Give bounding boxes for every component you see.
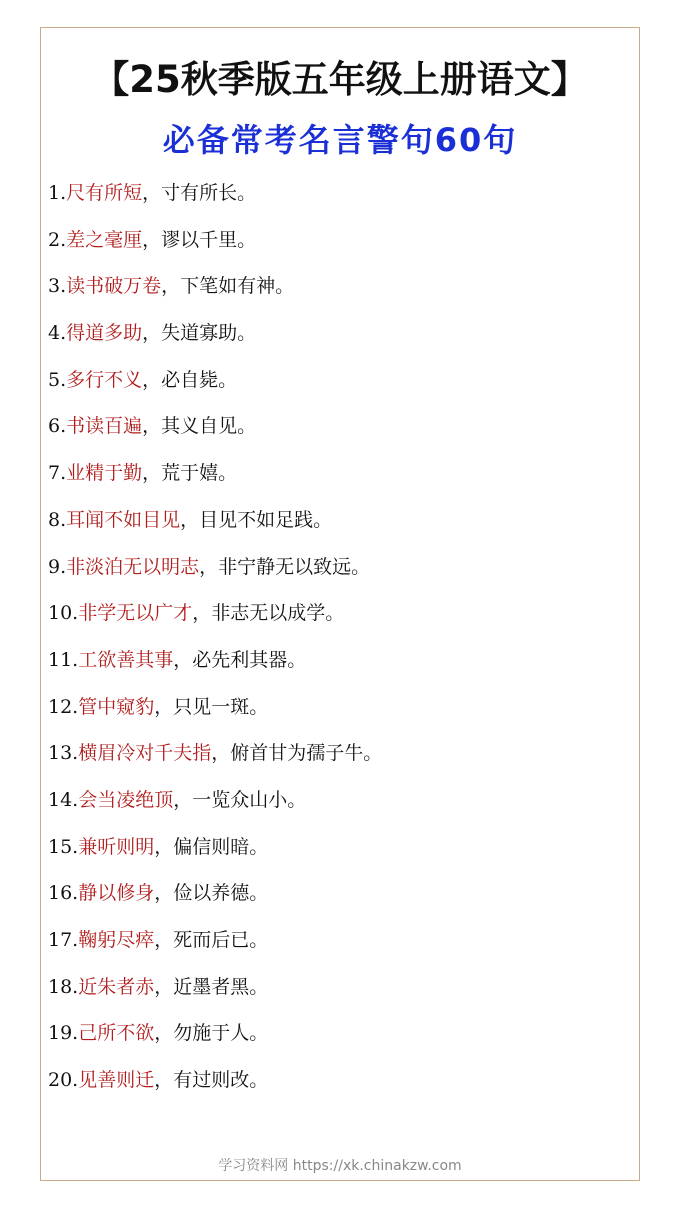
quote-highlight: 近朱者赤 xyxy=(78,975,155,998)
quote-number: 6. xyxy=(48,415,67,438)
quote-number: 16. xyxy=(48,882,79,905)
quote-rest: ，有过则改。 xyxy=(154,1069,269,1092)
quote-number: 5. xyxy=(48,368,67,391)
quote-rest: ，失道寡助。 xyxy=(142,322,257,345)
list-item xyxy=(48,737,628,784)
list-item xyxy=(48,597,628,644)
quote-number: 13. xyxy=(48,742,79,765)
quote-highlight: 管中窥豹 xyxy=(78,695,155,718)
list-item xyxy=(48,551,628,598)
list-item xyxy=(48,644,628,691)
list-item xyxy=(48,1064,628,1111)
list-item xyxy=(48,877,628,924)
quote-highlight: 多行不义 xyxy=(66,368,143,391)
quote-number: 18. xyxy=(48,975,79,998)
quote-rest: ，勿施于人。 xyxy=(154,1022,269,1045)
list-item xyxy=(48,504,628,551)
quote-number: 8. xyxy=(48,508,67,531)
quote-number: 17. xyxy=(48,929,79,951)
quote-rest: ，非宁静无以致远。 xyxy=(199,555,371,578)
quote-rest: ，目见不如足践。 xyxy=(180,508,333,531)
quote-rest: ，俭以养德。 xyxy=(154,882,269,905)
quote-rest: ，一览众山小。 xyxy=(173,788,307,811)
quote-rest: ，荒于嬉。 xyxy=(142,462,238,485)
list-item xyxy=(48,317,628,364)
quote-highlight: 读书破万卷 xyxy=(66,275,162,298)
quote-highlight: 会当凌绝顶 xyxy=(78,788,174,811)
quote-number: 2. xyxy=(48,228,67,251)
quote-rest: ，必自毙。 xyxy=(142,368,238,391)
footer-watermark: 学习资料网 https://xk.chinakzw.com xyxy=(218,1158,462,1174)
page-title: 【25秋季版五年级上册语文】 xyxy=(92,58,588,101)
quote-number: 19. xyxy=(48,1022,79,1045)
quote-rest: ，谬以千里。 xyxy=(142,228,257,251)
quote-highlight: 耳闻不如目见 xyxy=(66,508,181,531)
list-item xyxy=(48,224,628,271)
quote-highlight: 非学无以广才 xyxy=(78,602,193,625)
list-item xyxy=(48,831,628,878)
quote-number: 12. xyxy=(48,695,79,718)
quote-rest: ，偏信则暗。 xyxy=(154,835,269,858)
quote-highlight: 兼听则明 xyxy=(78,835,155,858)
quote-highlight: 己所不欲 xyxy=(78,1022,155,1045)
quote-rest: ，俯首甘为孺子牛。 xyxy=(211,742,383,765)
quote-highlight: 见善则迁 xyxy=(78,1069,155,1092)
quote-rest: ，寸有所长。 xyxy=(142,182,257,204)
list-item xyxy=(48,971,628,1018)
quote-rest: ，死而后已。 xyxy=(154,929,269,951)
quote-number: 15. xyxy=(48,835,79,858)
quote-number: 10. xyxy=(48,602,79,625)
quote-rest: ，必先利其器。 xyxy=(173,648,307,671)
quote-rest: ，只见一斑。 xyxy=(154,695,269,718)
quote-highlight: 静以修身 xyxy=(78,882,155,905)
quote-number: 9. xyxy=(48,555,67,578)
quote-highlight: 业精于勤 xyxy=(66,462,143,485)
list-item xyxy=(48,457,628,504)
quote-highlight: 差之毫厘 xyxy=(66,228,143,251)
quote-number: 3. xyxy=(48,275,67,298)
quote-number: 7. xyxy=(48,462,67,485)
list-item xyxy=(48,177,628,224)
list-item xyxy=(48,924,628,971)
quote-highlight: 尺有所短 xyxy=(66,182,143,204)
quote-number: 4. xyxy=(48,322,67,345)
quote-number: 11. xyxy=(48,648,79,671)
page-subtitle: 必备常考名言警句60句 xyxy=(162,121,518,159)
list-item xyxy=(48,270,628,317)
quote-number: 20. xyxy=(48,1069,79,1092)
quote-highlight: 横眉冷对千夫指 xyxy=(78,742,212,765)
quote-highlight: 非淡泊无以明志 xyxy=(66,555,200,578)
quote-highlight: 工欲善其事 xyxy=(78,648,174,671)
quote-rest: ，近墨者黑。 xyxy=(154,975,269,998)
quote-highlight: 鞠躬尽瘁 xyxy=(78,929,155,951)
list-item xyxy=(48,784,628,831)
quote-number: 1. xyxy=(48,182,67,204)
quote-rest: ，其义自见。 xyxy=(142,415,257,438)
quote-rest: ，下笔如有神。 xyxy=(161,275,295,298)
quote-number: 14. xyxy=(48,788,79,811)
quote-rest: ，非志无以成学。 xyxy=(192,602,345,625)
list-item xyxy=(48,364,628,411)
list-item xyxy=(48,691,628,738)
quote-highlight: 书读百遍 xyxy=(66,415,143,438)
quote-list xyxy=(48,177,628,1111)
quote-highlight: 得道多助 xyxy=(66,322,143,345)
list-item xyxy=(48,1017,628,1064)
list-item xyxy=(48,410,628,457)
